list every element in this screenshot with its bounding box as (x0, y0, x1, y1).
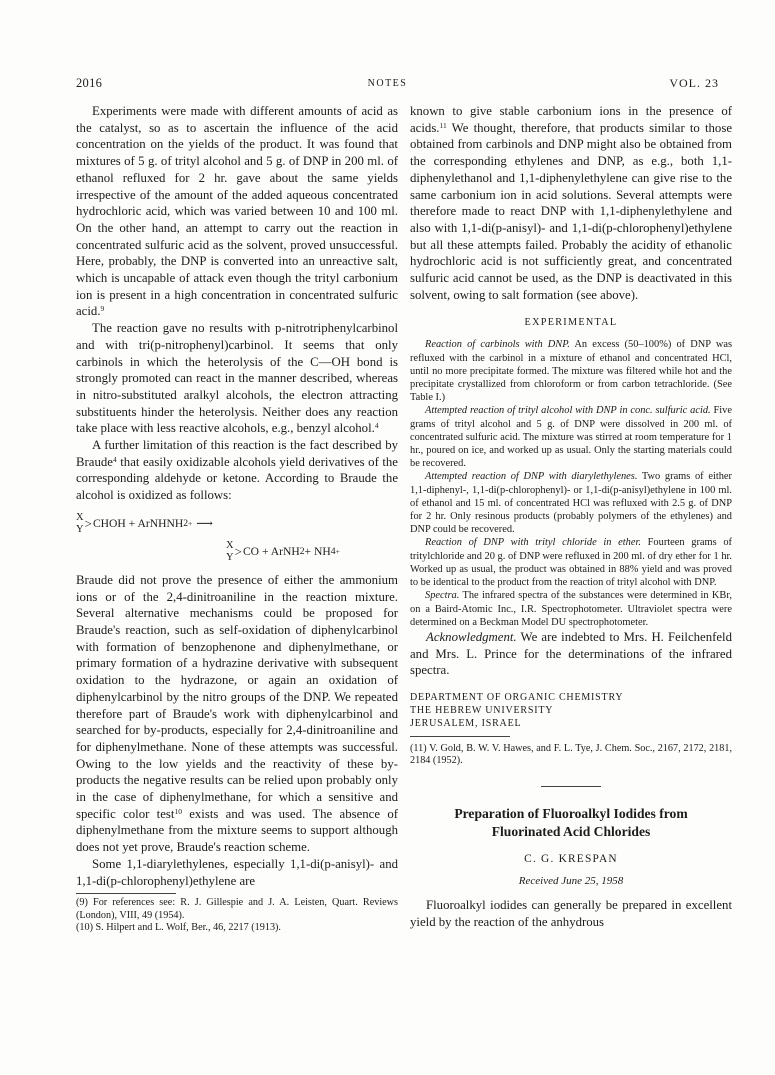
footnote: (9) For references see: R. J. Gillespie and J. A. Leisten, Quart. Reviews (London), VIII, 49 (1954). (76, 897, 398, 921)
experimental-paragraph: Attempted reaction of DNP with diarylethylenes. Two grams of either 1,1-diphenyl-, 1,1-di(p-chlorophenyl)- or 1,1-di(p-anisyl)ethylene in 100 ml. of ethanol and 15 ml. of concentrated HCl was refluxed with 2.5 g. of DNP for 2 hr. Only resinous products (probably polymers of the ethylenes) and DNP could be recovered. (410, 471, 732, 536)
acknowledgment: Acknowledgment. We are indebted to Mrs. H. Feilchenfeld and Mrs. L. Prince for the determinations of the infrared spectra. (410, 629, 732, 678)
paragraph: A further limitation of this reaction is the fact described by Braude$^4$ that easily oxidizable alcohols yield derivatives of the corresponding aldehyde or ketone. According to Braude the alcohol is oxidized as follows: (76, 438, 398, 503)
experimental-paragraph: Reaction of DNP with trityl chloride in ether. Fourteen grams of tritylchloride and 20 g. of DNP were refluxed in 200 ml. of dry ether for 1 hr. Worked up as usual, the product was obtained in 88% yield and was proved to be identical to the product from the reaction of trityl alcohol with DNP. (410, 537, 732, 589)
author: C. G. KRESPAN (524, 852, 618, 865)
affiliation: DEPARTMENT OF ORGANIC CHEMISTRY THE HEBREW UNIVERSITY JERUSALEM, ISRAEL (410, 692, 624, 730)
footnote-rule (410, 736, 510, 737)
right-column (410, 103, 732, 930)
page-number: 2016 (76, 76, 103, 90)
paragraph: known to give stable carbonium ions in the presence of acids.$^{11}$ We thought, therefore, that products similar to those obtained from carbinols and DNP might also be obtained from the corresponding ethylenes and DNP, as e.g., both 1,1-diphenylethanol and 1,1-diphenylethylene can give rise to the same carbonium ion in acid solutions. Several attempts were therefore made to react DNP with 1,1-diphenylethylene and also with 1,1-di(p-anisyl)- and 1,1-di(p-chlorophenyl)ethylene but all these attempts failed. Probably the acidity of ethanolic hydrochloric acid is not sufficiently great, and concentrated sulfuric acid cannot be used, as the DNP is deactivated in this solvent, owing to salt formation (see above). (410, 104, 732, 302)
paragraph: Braude did not prove the presence of either the ammonium ions or of the 2,4-dinitroaniline in the reaction mixture. Several alternative mechanisms could be proposed for Braude's reaction, such as self-oxidation of diphenylcarbinol with formation of benzophenone and diphenylmethane, or primary formation of a hydrazine derivative with subsequent oxidation to the hydrazone, or again an oxidation of diphenylcarbinol by the nitro groups of the DNP. We repeated therefore part of Braude's work with diphenylcarbinol and searched for by-products, especially for 2,4-dinitroaniline and for diphenylmethane. None of these attempts was successful. Owing to the low yields and the reactivity of these by-products the negative results can be relied upon probably only in the case of diphenylmethane, for which a sensitive and specific color test$^{10}$ exists and was used. The absence of diphenylmethane from the mixture seems to support although does not yet prove, Braude's reaction scheme. (76, 572, 398, 855)
reaction-equation: X Y > CHOH + ArNHNH 2 + ⟶ X Y > CO + ArNH 2 + NH 4 + (76, 511, 340, 563)
experimental-paragraph: Spectra. The infrared spectra of the substances were determined in KBr, on a Baird-Atomic Inc., I.R. Spectrophotometer. Ultraviolet spectra were determined on a Beckman Model DU spectrophotometer. (410, 590, 732, 628)
paragraph: Some 1,1-diarylethylenes, especially 1,1-di(p-anisyl)- and 1,1-di(p-chlorophenyl)ethylene are (76, 856, 398, 888)
left-column (76, 103, 398, 934)
footnote: (10) S. Hilpert and L. Wolf, Ber., 46, 2217 (1913). (76, 922, 281, 934)
received-date: Received June 25, 1958 (518, 874, 624, 887)
section-heading: EXPERIMENTAL (524, 317, 618, 329)
paragraph: Experiments were made with different amounts of acid as the catalyst, so as to ascertain the influence of the acid concentration on the yields of the product. It was found that mixtures of 5 g. of trityl alcohol and 5 g. of DNP in 200 ml. of ethanol refluxed for 2 hr. gave about the same yields irrespective of the amount of the added aqueous concentrated hydrochloric acid, which was varied between 10 and 100 ml. On the other hand, an attempt to carry out the reaction in concentrated sulfuric acid as the solvent, proved unsuccessful. Here, probably, the DNP is converted into an unreactive salt, which is uncapable of attack even though the trityl carbonium ion is present in a high concentration in concentrated sulfuric acid.$^9$ (76, 104, 398, 319)
experimental-paragraph: Reaction of carbinols with DNP. An excess (50–100%) of DNP was refluxed with the carbinol in a mixture of ethanol and concentrated HCl, until no more precipitate formed. The mixture was filtered while hot and the precipitate crystallized from chloroform or from carbon tetrachloride. (See Table I.) (410, 339, 732, 404)
footnote-rule (76, 893, 176, 894)
article-title: Preparation of Fluoroalkyl Iodides from Fluorinated Acid Chlorides (454, 805, 688, 839)
running-head: NOTES (367, 78, 408, 89)
experimental-paragraph: Attempted reaction of trityl alcohol with DNP in conc. sulfuric acid. Five grams of trityl alcohol and 5 g. of DNP were dissolved in 200 ml. of concentrated sulfuric acid. The mixture was stirred at room temperature for 1 hr., poured on ice, and worked up as usual. Only the starting materials could be recovered. (410, 405, 732, 470)
footnote: (11) V. Gold, B. W. V. Hawes, and F. L. Tye, J. Chem. Soc., 2167, 2172, 2181, 2184 (1952). (410, 743, 732, 767)
paragraph: Fluoroalkyl iodides can generally be prepared in excellent yield by the reaction of the anhydrous (410, 897, 732, 929)
article-divider (541, 786, 601, 787)
paragraph: The reaction gave no results with p-nitrotriphenylcarbinol and with tri(p-nitrophenyl)carbinol. It seems that only carbinols in which the heterolysis of the C—OH bond is strongly promoted can react in the manner described, whereas in nitro-substituted aralkyl alcohols, the electron attracting substituents hinder the heterolysis. Neither does any reaction take place with less reactive alcohols, e.g., benzyl alcohol.$^4$ (76, 321, 398, 436)
volume-label: VOL. 23 (669, 76, 719, 90)
